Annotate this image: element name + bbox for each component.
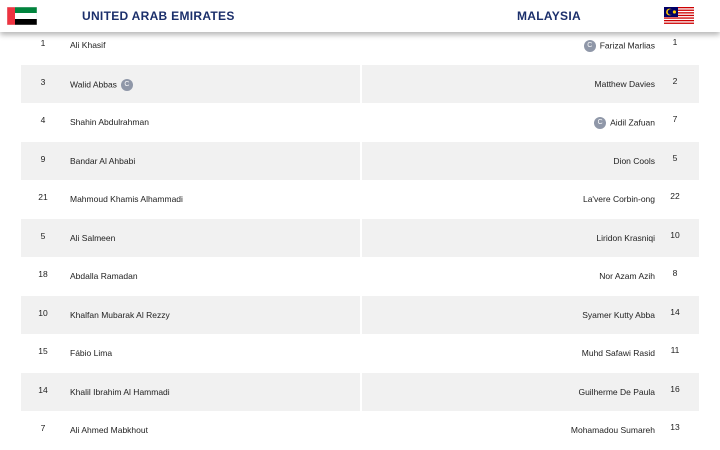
home-player-cell[interactable] (21, 334, 360, 373)
home-player-number: 10 (38, 307, 48, 318)
home-player-number: 18 (38, 269, 48, 279)
away-player-number: 8 (672, 268, 678, 278)
away-player-number: 2 (672, 75, 678, 86)
away-player-name-text: Syamer Kutty Abba (582, 309, 655, 320)
home-player-name-text: Bandar Al Ahbabi (70, 155, 136, 166)
away-player-name (583, 194, 655, 204)
table-row (0, 373, 720, 412)
away-player-number: 11 (670, 345, 680, 355)
home-player-name-text: Mahmoud Khamis Alhammadi (70, 194, 183, 204)
home-player-name-text: Ali Salmeen (70, 232, 116, 243)
away-player-cell[interactable] (362, 142, 699, 181)
home-player-name (70, 271, 138, 281)
home-player-number: 5 (40, 230, 46, 241)
home-player-number: 9 (40, 153, 46, 164)
away-player-name (578, 387, 655, 397)
away-player-name-text: Farizal Marlias (599, 40, 655, 51)
home-player-cell[interactable] (21, 142, 360, 181)
table-row (0, 257, 720, 296)
home-player-name (70, 79, 137, 91)
home-player-name-text: Walid Abbas (70, 78, 117, 89)
away-player-number: 5 (672, 152, 678, 163)
lineup-table (0, 26, 720, 450)
away-player-name (582, 310, 655, 320)
away-player-number: 13 (670, 422, 680, 432)
home-player-name (70, 387, 170, 397)
away-team-name: MALAYSIA (517, 9, 581, 23)
home-player-number: 15 (38, 346, 48, 356)
away-player-cell[interactable] (362, 257, 699, 296)
away-player-name (590, 117, 655, 129)
home-player-name (70, 156, 135, 166)
home-player-cell[interactable] (21, 180, 360, 219)
home-player-name (70, 425, 148, 435)
away-player-name-text: La'vere Corbin-ong (582, 194, 655, 204)
home-player-number: 7 (40, 423, 46, 433)
away-player-name (580, 40, 655, 52)
home-player-name-text: Ali Khasif (70, 40, 106, 50)
home-player-name-text: Khalil Ibrahim Al Hammadi (70, 386, 170, 397)
away-player-name (582, 348, 655, 358)
home-player-number: 4 (40, 115, 46, 125)
table-row (0, 103, 720, 142)
away-player-number: 7 (672, 114, 678, 124)
away-player-number: 16 (670, 383, 680, 394)
away-player-name (571, 425, 655, 435)
away-player-name (595, 79, 655, 89)
table-row (0, 334, 720, 373)
away-player-name (599, 271, 655, 281)
home-team-name: UNITED ARAB EMIRATES (82, 9, 235, 23)
away-player-number: 22 (670, 191, 680, 201)
home-player-name (70, 40, 105, 50)
home-player-name-text: Khalfan Mubarak Al Rezzy (70, 309, 170, 320)
home-player-name-text: Abdalla Ramadan (70, 271, 138, 281)
home-player-name (70, 194, 183, 204)
home-player-name (70, 310, 170, 320)
away-player-name-text: Liridon Krasniqi (596, 232, 655, 243)
home-player-number: 3 (40, 76, 46, 87)
away-player-cell[interactable] (362, 411, 699, 450)
away-player-name (596, 233, 655, 243)
table-row (0, 411, 720, 450)
away-player-name-text: Aidil Zafuan (610, 117, 655, 128)
away-player-number: 1 (672, 37, 678, 47)
home-player-name (70, 348, 112, 358)
home-player-name-text: Fábio Lima (70, 348, 113, 358)
home-player-name (70, 233, 115, 243)
home-player-name-text: Shahin Abdulrahman (70, 117, 149, 127)
away-player-name-text: Matthew Davies (594, 78, 655, 89)
home-player-name-text: Ali Ahmed Mabkhout (70, 425, 148, 435)
table-row (0, 296, 720, 335)
home-player-cell[interactable] (21, 411, 360, 450)
home-player-cell[interactable] (21, 296, 360, 335)
home-player-cell[interactable] (21, 373, 360, 412)
captain-badge-icon: C (594, 117, 606, 129)
away-player-name-text: Nor Azam Azih (599, 271, 655, 281)
away-player-cell[interactable] (362, 180, 699, 219)
home-player-cell[interactable] (21, 65, 360, 104)
malaysia-flag-icon (664, 7, 694, 25)
away-player-number: 14 (670, 306, 680, 317)
home-player-number: 21 (38, 192, 48, 202)
away-player-name-text: Muhd Safawi Rasid (581, 348, 655, 358)
home-player-number: 14 (38, 384, 48, 395)
away-player-name-text: Mohamadou Sumareh (570, 425, 655, 435)
away-player-cell[interactable] (362, 65, 699, 104)
away-player-cell[interactable] (362, 334, 699, 373)
table-row (0, 142, 720, 181)
table-row (0, 65, 720, 104)
away-player-name-text: Dion Cools (613, 155, 655, 166)
uae-flag-icon (7, 7, 37, 25)
home-player-name (70, 117, 149, 127)
captain-badge-icon: C (121, 79, 133, 91)
away-player-cell[interactable] (362, 373, 699, 412)
away-player-cell[interactable] (362, 103, 699, 142)
away-player-name (613, 156, 655, 166)
table-row (0, 219, 720, 258)
away-player-cell[interactable] (362, 219, 699, 258)
captain-badge-icon: C (584, 40, 596, 52)
home-player-cell[interactable] (21, 219, 360, 258)
table-row (0, 180, 720, 219)
away-player-name-text: Guilherme De Paula (578, 386, 655, 397)
home-player-cell[interactable] (21, 257, 360, 296)
away-player-cell[interactable] (362, 296, 699, 335)
home-player-cell[interactable] (21, 103, 360, 142)
home-player-number: 1 (40, 38, 46, 48)
lineup-header (0, 0, 720, 32)
away-player-number: 10 (670, 229, 680, 240)
